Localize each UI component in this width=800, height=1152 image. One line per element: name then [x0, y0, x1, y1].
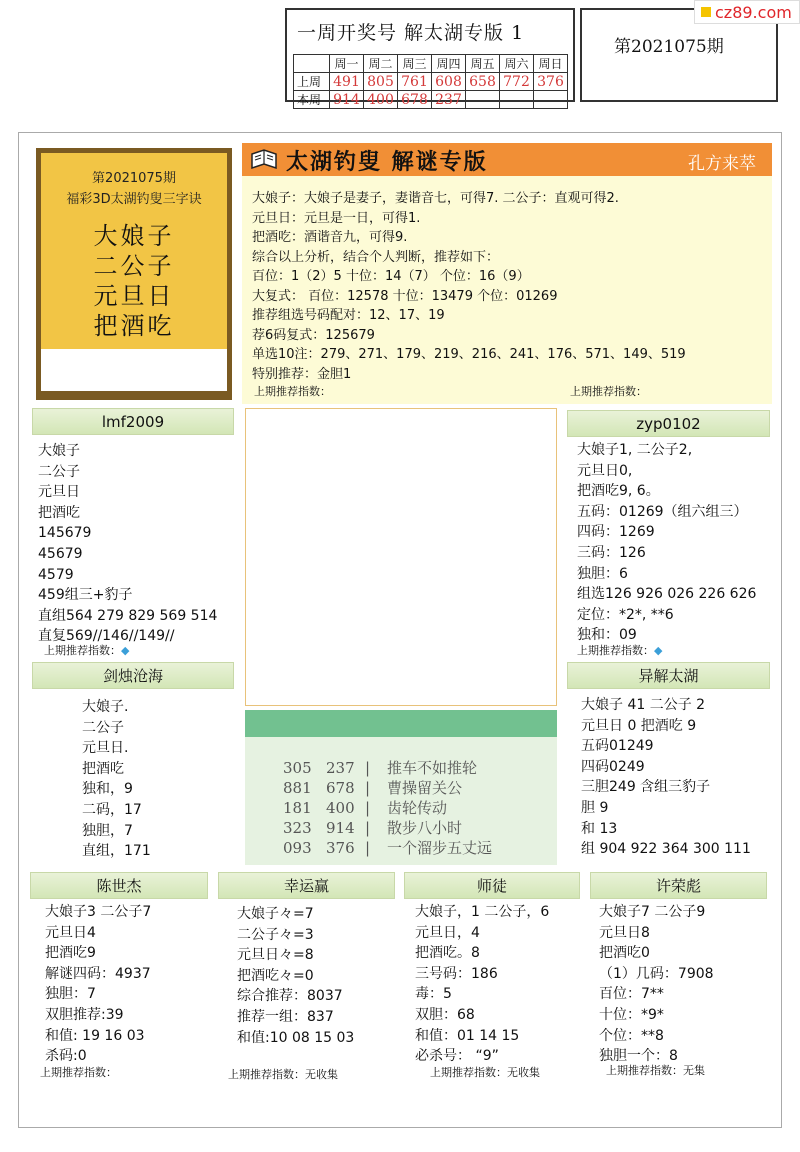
draw-number: 400: [364, 91, 398, 109]
poster-words: [41, 221, 227, 341]
analysis-line: 大复式： 百位：12578 十位：13479 个位：01269: [252, 288, 558, 304]
panel-line: 元旦日0,: [577, 462, 633, 479]
main-author: 孔方来萃: [688, 154, 756, 174]
panel-title: 剑烛沧海: [32, 662, 234, 689]
poster-issue: 第2021075期: [92, 171, 176, 186]
panel-line: 元旦日.: [82, 740, 129, 757]
card-line: 元旦日4: [45, 924, 96, 941]
day-header: 周日: [534, 55, 568, 73]
poster-word: 把酒吃: [93, 312, 175, 340]
rating-label-left: 上期推荐指数：: [254, 385, 331, 398]
row-label: 本周: [294, 91, 330, 109]
card-line: 杀码:0: [45, 1048, 87, 1065]
panel-line: 4579: [38, 566, 74, 583]
rating-label: 上期推荐指数：无集: [606, 1064, 705, 1077]
main-analysis: [242, 176, 772, 404]
draw-number: [534, 91, 568, 109]
panel-line: 直组564 279 829 569 514: [38, 607, 218, 624]
rating-label: 上期推荐指数：◆: [44, 644, 130, 657]
history-row: 305 237 | 推车不如推轮: [283, 759, 478, 777]
analysis-line: 元旦日：元旦是一日，可得1.: [252, 210, 421, 226]
card-line: 必杀号： “9”: [415, 1048, 499, 1065]
analysis-line: 推荐组选号码配对：12、17、19: [252, 308, 445, 323]
panel-line: 直组，171: [82, 843, 151, 860]
panel-body: [567, 695, 770, 860]
draw-number: [466, 91, 500, 109]
card-xurongbiao: [590, 872, 767, 1082]
panel-line: 三码：126: [577, 544, 646, 561]
panel-line: 独和：09: [577, 627, 637, 644]
panel-line: 五码：01269（组六组三）: [577, 503, 748, 520]
card-line: 把酒吃々=0: [237, 967, 314, 984]
poster-panel: [41, 153, 227, 349]
card-xingyunying: [218, 872, 395, 1082]
panel-zyp0102: [567, 410, 770, 660]
card-body: [404, 902, 580, 1067]
day-header: 周一: [330, 55, 364, 73]
poster-blank: [41, 349, 227, 391]
card-line: （1）几码：7908: [599, 965, 714, 982]
panel-title: lmf2009: [32, 408, 234, 435]
history-header: [245, 710, 557, 737]
analysis-line: 大娘子：大娘子是妻子，妻谐音七，可得7. 二公子：直观可得2.: [252, 191, 619, 206]
panel-line: 五码01249: [581, 738, 654, 755]
table-row: [294, 91, 568, 109]
draw-number: 761: [398, 73, 432, 91]
center-image-box: [245, 408, 557, 706]
panel-line: 和 13: [581, 820, 618, 837]
panel-line: 把酒吃: [38, 504, 80, 521]
table-row: [294, 73, 568, 91]
card-line: 元旦日8: [599, 924, 650, 941]
main-title-bar: [242, 143, 772, 176]
panel-yijie: [567, 662, 770, 864]
panel-line: 大娘子.: [82, 699, 129, 715]
card-line: 大娘子3 二公子7: [45, 904, 152, 920]
panel-line: 二公子: [38, 463, 80, 480]
diamond-icon: ◆: [121, 644, 130, 657]
card-line: 和值: 19 16 03: [45, 1027, 145, 1044]
panel-lmf2009: [32, 408, 234, 660]
panel-line: 把酒吃: [82, 760, 124, 777]
card-line: 元旦日々=8: [237, 947, 314, 964]
issue-number: 第2021075期: [614, 37, 724, 57]
diamond-icon: ◆: [654, 644, 663, 657]
card-line: 二公子々=3: [237, 926, 314, 943]
draw-number: 678: [398, 91, 432, 109]
panel-line: 三胆249 含组三豹子: [581, 779, 711, 796]
weekly-results-box: [285, 8, 575, 108]
history-list: [245, 737, 557, 865]
main-title: 太湖钓叟 解谜专版: [286, 149, 488, 175]
card-chenshijie: [30, 872, 208, 1082]
analysis-line: 把酒吃：酒谐音九，可得9.: [252, 230, 408, 245]
draw-number: 805: [364, 73, 398, 91]
row-label: 上周: [294, 73, 330, 91]
panel-line: 独胆，7: [82, 822, 133, 839]
card-line: 十位：*9*: [599, 1006, 664, 1023]
draw-number: 237: [432, 91, 466, 109]
history-row: 093 376 | 一个溜步五丈远: [283, 839, 493, 857]
rating-label: 上期推荐指数：无收集: [430, 1066, 540, 1079]
panel-line: 45679: [38, 545, 83, 562]
card-line: 百位：7**: [599, 986, 664, 1003]
draw-number: 491: [330, 73, 364, 91]
card-line: 毒：5: [415, 986, 452, 1003]
panel-line: 组选126 926 026 226 626: [577, 586, 757, 603]
card-title: 许荣彪: [590, 872, 767, 899]
day-header: 周二: [364, 55, 398, 73]
rating-label: 上期推荐指数：无收集: [228, 1068, 338, 1081]
card-line: 独胆一个：8: [599, 1048, 678, 1065]
watermark-logo[interactable]: [694, 0, 800, 24]
history-row: 181 400 | 齿轮传动: [283, 799, 448, 817]
analysis-line: 百位：1（2）5 十位：14（7） 个位：16（9）: [252, 269, 530, 284]
card-body: [590, 902, 767, 1067]
rating-label: 上期推荐指数：: [40, 1066, 117, 1079]
day-header: 周三: [398, 55, 432, 73]
card-line: 和值:10 08 15 03: [237, 1029, 355, 1046]
card-line: 解谜四码：4937: [45, 965, 151, 982]
day-header: 周五: [466, 55, 500, 73]
card-line: 元旦日，4: [415, 924, 480, 941]
rating-label-right: 上期推荐指数：: [570, 385, 647, 398]
card-line: 把酒吃0: [599, 945, 650, 962]
panel-line: 459组三+豹子: [38, 587, 133, 604]
card-line: 把酒吃9: [45, 945, 96, 962]
card-title: 师徒: [404, 872, 580, 899]
poster-word: 元旦日: [93, 282, 175, 310]
card-shitu: [404, 872, 580, 1082]
card-line: 大娘子7 二公子9: [599, 904, 706, 920]
table-row: [294, 55, 568, 73]
panel-line: 独胆：6: [577, 565, 628, 582]
history-row: 323 914 | 散步八小时: [283, 819, 463, 837]
card-line: 独胆：7: [45, 986, 96, 1003]
analysis-line: 综合以上分析，结合个人判断，推荐如下：: [252, 249, 500, 265]
history-row: 881 678 | 曹操留关公: [283, 779, 463, 797]
day-header: 周四: [432, 55, 466, 73]
draw-number: 772: [500, 73, 534, 91]
panel-body: [32, 441, 234, 647]
card-line: 双胆推荐:39: [45, 1006, 124, 1023]
panel-line: 二码，17: [82, 801, 142, 818]
panel-title: 异解太湖: [567, 662, 770, 689]
riddle-poster: [36, 148, 232, 400]
panel-line: 大娘子1, 二公子2,: [577, 442, 693, 458]
card-line: 大娘子，1 二公子，6: [415, 904, 550, 920]
card-line: 推荐一组：837: [237, 1008, 334, 1025]
poster-subtitle: 福彩3D太湖钓叟三字诀: [66, 192, 202, 207]
analysis-line: 特别推荐：金胆1: [252, 366, 352, 382]
card-title: 陈世杰: [30, 872, 208, 899]
card-line: 双胆：68: [415, 1006, 475, 1023]
analysis-line: 单选10注：279、271、179、219、216、241、176、571、149、519: [252, 347, 686, 362]
day-header: 周六: [500, 55, 534, 73]
card-title: 幸运赢: [218, 872, 395, 899]
panel-line: 定位：*2*, **6: [577, 606, 674, 623]
panel-line: 四码：1269: [577, 524, 655, 541]
panel-line: 元旦日: [38, 484, 80, 501]
card-line: 三号码：186: [415, 965, 498, 982]
logo-square-icon: [701, 7, 711, 17]
book-icon: [250, 148, 278, 170]
panel-title: zyp0102: [567, 410, 770, 437]
card-line: 综合推荐：8037: [237, 988, 343, 1005]
panel-line: 把酒吃9, 6。: [577, 483, 660, 500]
panel-line: 胆 9: [581, 799, 609, 816]
panel-line: 四码0249: [581, 758, 645, 775]
panel-line: 大娘子: [38, 443, 80, 459]
weekly-table: [293, 54, 568, 109]
panel-line: 大娘子 41 二公子 2: [581, 697, 706, 713]
poster-word: 二公子: [93, 252, 175, 280]
panel-line: 145679: [38, 525, 92, 542]
panel-line: 直复569//146//149//: [38, 628, 175, 645]
panel-line: 元旦日 0 把酒吃 9: [581, 717, 697, 734]
draw-number: 608: [432, 73, 466, 91]
card-body: [30, 902, 208, 1067]
rating-label: 上期推荐指数：◆: [577, 644, 663, 657]
watermark-text: cz89.com: [715, 3, 792, 22]
card-line: 大娘子々=7: [237, 906, 314, 922]
panel-body: [567, 440, 770, 646]
card-body: [218, 904, 395, 1048]
panel-jianzhu: [32, 662, 234, 864]
draw-number: 376: [534, 73, 568, 91]
card-line: 个位：**8: [599, 1027, 664, 1044]
weekly-title: 一周开奖号 解太湖专版 1: [297, 22, 525, 44]
panel-line: 独和，9: [82, 781, 133, 798]
card-line: 把酒吃。8: [415, 945, 480, 962]
draw-number: 914: [330, 91, 364, 109]
panel-body: [32, 697, 234, 862]
analysis-line: 荐6码复式：125679: [252, 327, 375, 343]
draw-number: [500, 91, 534, 109]
poster-word: 大娘子: [93, 222, 175, 250]
panel-line: 二公子: [82, 719, 124, 736]
panel-line: 组 904 922 364 300 111: [581, 841, 751, 858]
draw-number: 658: [466, 73, 500, 91]
card-line: 和值：01 14 15: [415, 1027, 520, 1044]
